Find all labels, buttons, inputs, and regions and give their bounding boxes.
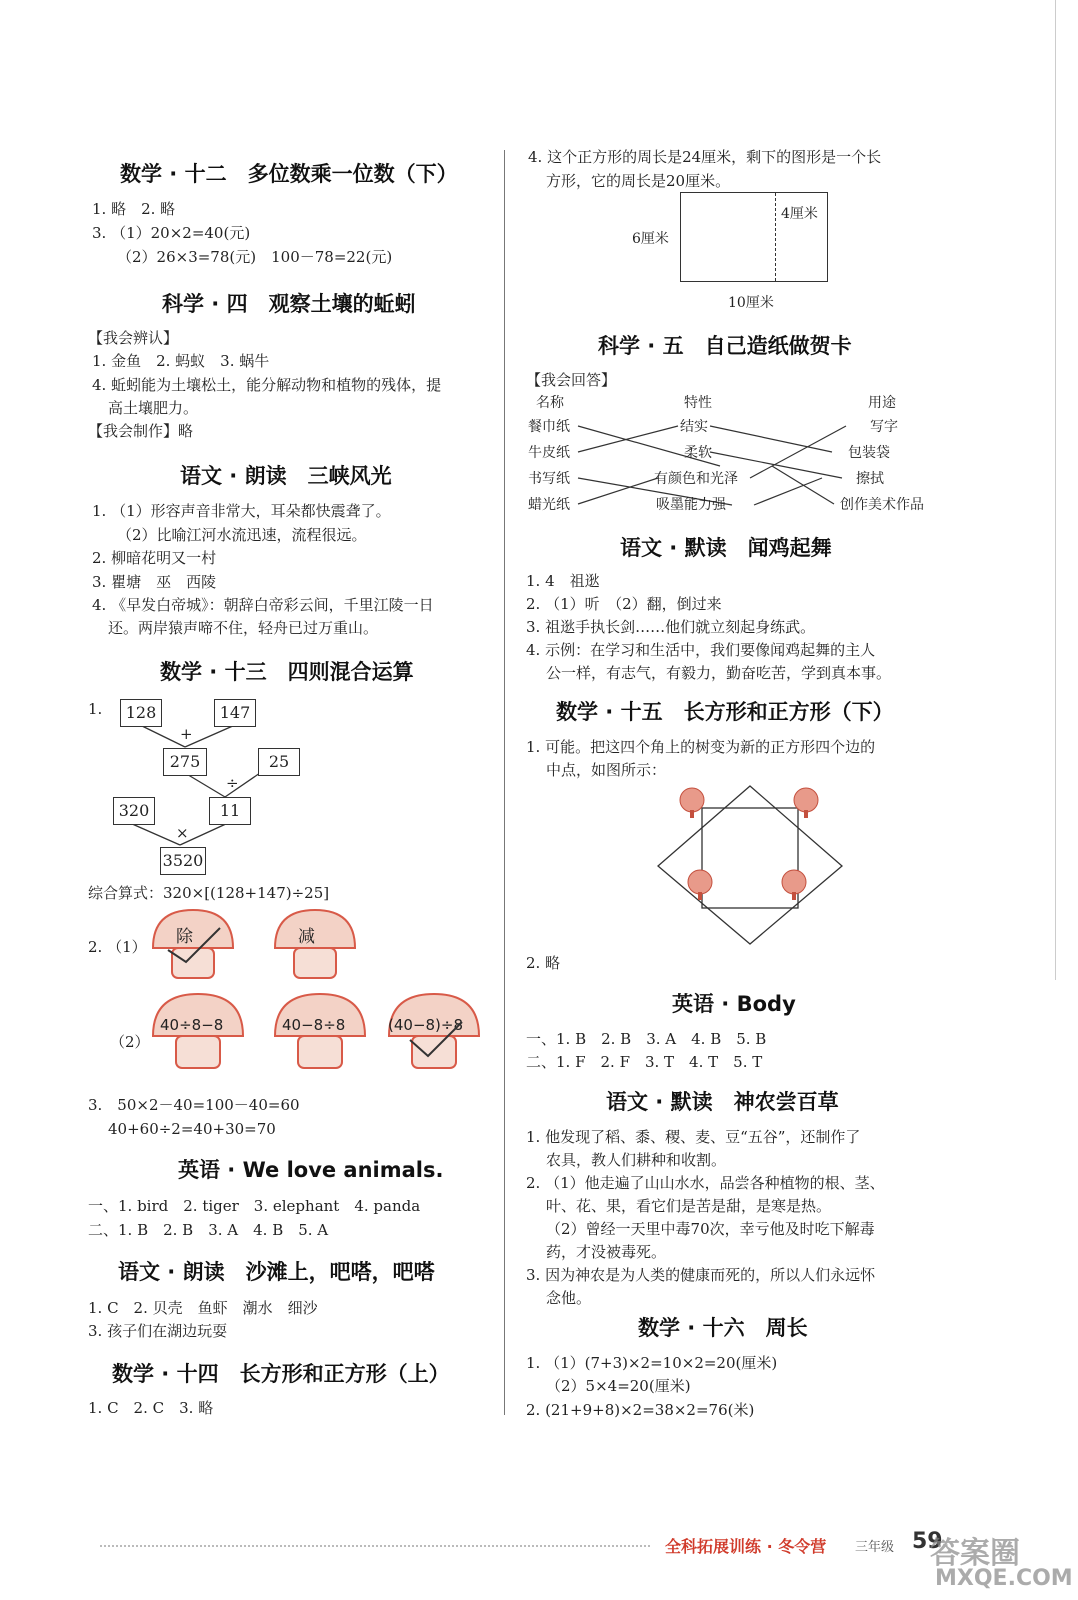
mushroom-subtract (270, 906, 360, 982)
page-edge (1055, 0, 1056, 980)
side-label-4cm: 4厘米 (781, 206, 818, 222)
times-sign: × (176, 824, 189, 842)
answer-line: 2. （1）听 （2）翻，倒过来 (526, 595, 722, 613)
mushroom-label: (40−8)÷8 (388, 1016, 464, 1034)
section-title-math16: 数学 · 十六 周长 (638, 1316, 808, 1340)
section-title-chn2: 语文 · 朗读 沙滩上，吧嗒，吧嗒 (118, 1260, 435, 1284)
tree-icon (782, 870, 806, 900)
number-box-3520: 3520 (160, 847, 206, 875)
trait-item: 有颜色和光泽 (654, 471, 738, 487)
answer-line: 1. 金鱼 2. 蚂蚁 3. 蜗牛 (92, 352, 270, 370)
answer-line: 方形，它的周长是20厘米。 (546, 172, 731, 190)
answer-line: 二、1. F 2. F 3. T 4. T 5. T (526, 1053, 763, 1071)
name-item: 牛皮纸 (528, 445, 570, 461)
answer-line: 4. 蚯蚓能为土壤松土，能分解动物和植物的残体，提 (92, 376, 442, 394)
name-item: 餐巾纸 (528, 419, 570, 435)
trait-item: 结实 (680, 419, 708, 435)
mushroom-expr-1 (148, 990, 248, 1072)
answer-line: 3. 50×2－40=100－40=60 (88, 1096, 300, 1114)
number-box-128: 128 (120, 699, 162, 727)
section-title-sci5: 科学 · 五 自己造纸做贺卡 (598, 334, 852, 358)
number-box-11: 11 (209, 797, 251, 825)
side-label-10cm: 10厘米 (728, 295, 774, 311)
answer-line: 1. C 2. C 3. 略 (88, 1399, 214, 1417)
answer-line: 3. （1）20×2=40(元) (92, 224, 251, 242)
divide-sign: ÷ (226, 774, 239, 792)
answer-line: 2. 略 (526, 954, 561, 972)
mushroom-divide (148, 906, 238, 982)
answer-line: 1. 他发现了稻、黍、稷、麦、豆“五谷”，还制作了 (526, 1128, 861, 1146)
number-box-320: 320 (113, 797, 155, 825)
answer-line: 1. 4 祖逖 (526, 572, 600, 590)
answer-line: 1. （1）(7+3)×2=10×2=20(厘米) (526, 1354, 778, 1372)
answer-line: 1. 可能。把这四个角上的树变为新的正方形四个边的 (526, 738, 876, 756)
mushroom-label: 减 (298, 927, 315, 947)
answer-line: 公一样，有志气，有毅力，勤奋吃苦，学到真本事。 (546, 664, 892, 682)
mushroom-expr-3 (384, 990, 484, 1072)
answer-line: 二、1. B 2. B 3. A 4. B 5. A (88, 1221, 329, 1239)
answer-line: （2）26×3=78(元) 100－78=22(元) (117, 248, 393, 266)
answer-line: 【我会辨认】 (88, 329, 179, 347)
name-item: 书写纸 (528, 471, 570, 487)
answer-line: 1. （1）形容声音非常大，耳朵都快震聋了。 (92, 502, 391, 520)
answer-line: 4. 《早发白帝城》：朝辞白帝彩云间，千里江陵一日 (92, 596, 434, 614)
answer-line: 2. 柳暗花明又一村 (92, 549, 217, 567)
answer-line: 念他。 (546, 1289, 592, 1307)
footer-dotted-rule (100, 1545, 650, 1547)
section-title-math14: 数学 · 十四 长方形和正方形（上） (112, 1362, 450, 1386)
answer-line: 高土壤肥力。 (108, 399, 199, 417)
section-title-math13: 数学 · 十三 四则混合运算 (160, 660, 414, 684)
section-title-sci4: 科学 · 四 观察土壤的蚯蚓 (162, 292, 416, 316)
section-title-chn1: 语文 · 朗读 三峡风光 (180, 464, 392, 488)
answer-line: 还。两岸猿声啼不住，轻舟已过万重山。 (108, 619, 379, 637)
answer-line: 1. 略 2. 略 (92, 200, 176, 218)
answer-line: 【我会制作】略 (88, 422, 194, 440)
answer-line: 综合算式：320×[(128+147)÷25] (88, 884, 330, 902)
number-box-147: 147 (214, 699, 256, 727)
answer-line: （2）比喻江河水流迅速，流程很远。 (117, 526, 367, 544)
answer-line: 药，才没被毒死。 (546, 1243, 667, 1261)
answer-line: 4. 示例：在学习和生活中，我们要像闻鸡起舞的主人 (526, 641, 876, 659)
section-title-eng1: 英语 · We love animals. (178, 1158, 444, 1182)
answer-line: 2. (21+9+8)×2=38×2=76(米) (526, 1401, 755, 1419)
number-box-275: 275 (163, 748, 207, 776)
section-title-chn3: 语文 · 默读 闻鸡起舞 (620, 536, 832, 560)
rectangle-figure (680, 192, 828, 282)
answer-line: 40+60÷2=40+30=70 (108, 1120, 276, 1138)
number-box-25: 25 (258, 748, 300, 776)
answer-line: 2. （1）他走遍了山山水水，品尝各种植物的根、茎、 (526, 1174, 885, 1192)
use-item: 写字 (870, 419, 898, 435)
answer-line: 一、1. B 2. B 3. A 4. B 5. B (526, 1030, 767, 1048)
square-tree-figure (650, 778, 850, 950)
plus-sign: + (180, 725, 193, 743)
answer-line: （2）曾经一天里中毒70次，幸亏他及时吃下解毒 (546, 1220, 875, 1238)
series-title: 全科拓展训练 · 冬令营 (665, 1537, 827, 1556)
question-number: 2. （1） (88, 938, 147, 956)
answer-line: 农具，教人们耕种和收割。 (546, 1151, 727, 1169)
section-title-chn4: 语文 · 默读 神农尝百草 (606, 1090, 839, 1114)
col-head-use: 用途 (868, 395, 896, 411)
answer-line: 中点，如图所示： (546, 761, 667, 779)
mushroom-expr-2 (270, 990, 370, 1072)
question-number: 1. (88, 700, 103, 718)
name-item: 蜡光纸 (528, 497, 570, 513)
use-item: 擦拭 (856, 471, 884, 487)
trait-item: 吸墨能力强 (656, 497, 726, 513)
page-number: 59 (912, 1529, 943, 1554)
watermark-url: MXQE.COM (935, 1566, 1073, 1591)
answer-line: 一、1. bird 2. tiger 3. elephant 4. panda (88, 1197, 421, 1215)
answer-line: 4. 这个正方形的周长是24厘米，剩下的图形是一个长 (528, 148, 882, 166)
section-title-math12: 数学 · 十二 多位数乘一位数（下） (120, 162, 458, 186)
answer-line: （2）5×4=20(厘米) (546, 1377, 691, 1395)
mushroom-label: 除 (176, 927, 193, 947)
col-head-trait: 特性 (684, 395, 712, 411)
dashed-cut-line (775, 193, 776, 281)
answer-line: 3. 因为神农是为人类的健康而死的，所以人们永远怀 (526, 1266, 876, 1284)
col-head-name: 名称 (536, 395, 564, 411)
tree-icon (688, 870, 712, 900)
use-item: 包装袋 (848, 445, 890, 461)
answer-line: 叶、花、果，看它们是苦是甜，是寒是热。 (546, 1197, 832, 1215)
section-title-eng2: 英语 · Body (672, 992, 796, 1016)
answer-line: 1. C 2. 贝壳 鱼虾 潮水 细沙 (88, 1299, 318, 1317)
answer-line: 3. 祖逖手执长剑……他们就立刻起身练武。 (526, 618, 816, 636)
section-title-math15: 数学 · 十五 长方形和正方形（下） (556, 700, 894, 724)
answer-line: 3. 孩子们在湖边玩耍 (88, 1322, 228, 1340)
side-label-6cm: 6厘米 (632, 231, 669, 247)
answer-line: 3. 瞿塘 巫 西陵 (92, 573, 217, 591)
answer-line: 【我会回答】 (526, 371, 617, 389)
question-number: （2） (110, 1033, 150, 1051)
watermark-logo: 答案圈 (930, 1536, 1020, 1571)
mushroom-label: 40−8÷8 (282, 1016, 346, 1034)
trait-item: 柔软 (684, 445, 712, 461)
grade-label: 三年级 (855, 1540, 895, 1555)
mushroom-label: 40÷8−8 (160, 1016, 224, 1034)
column-divider (504, 150, 505, 1415)
tree-icon (680, 788, 704, 818)
use-item: 创作美术作品 (840, 497, 924, 513)
